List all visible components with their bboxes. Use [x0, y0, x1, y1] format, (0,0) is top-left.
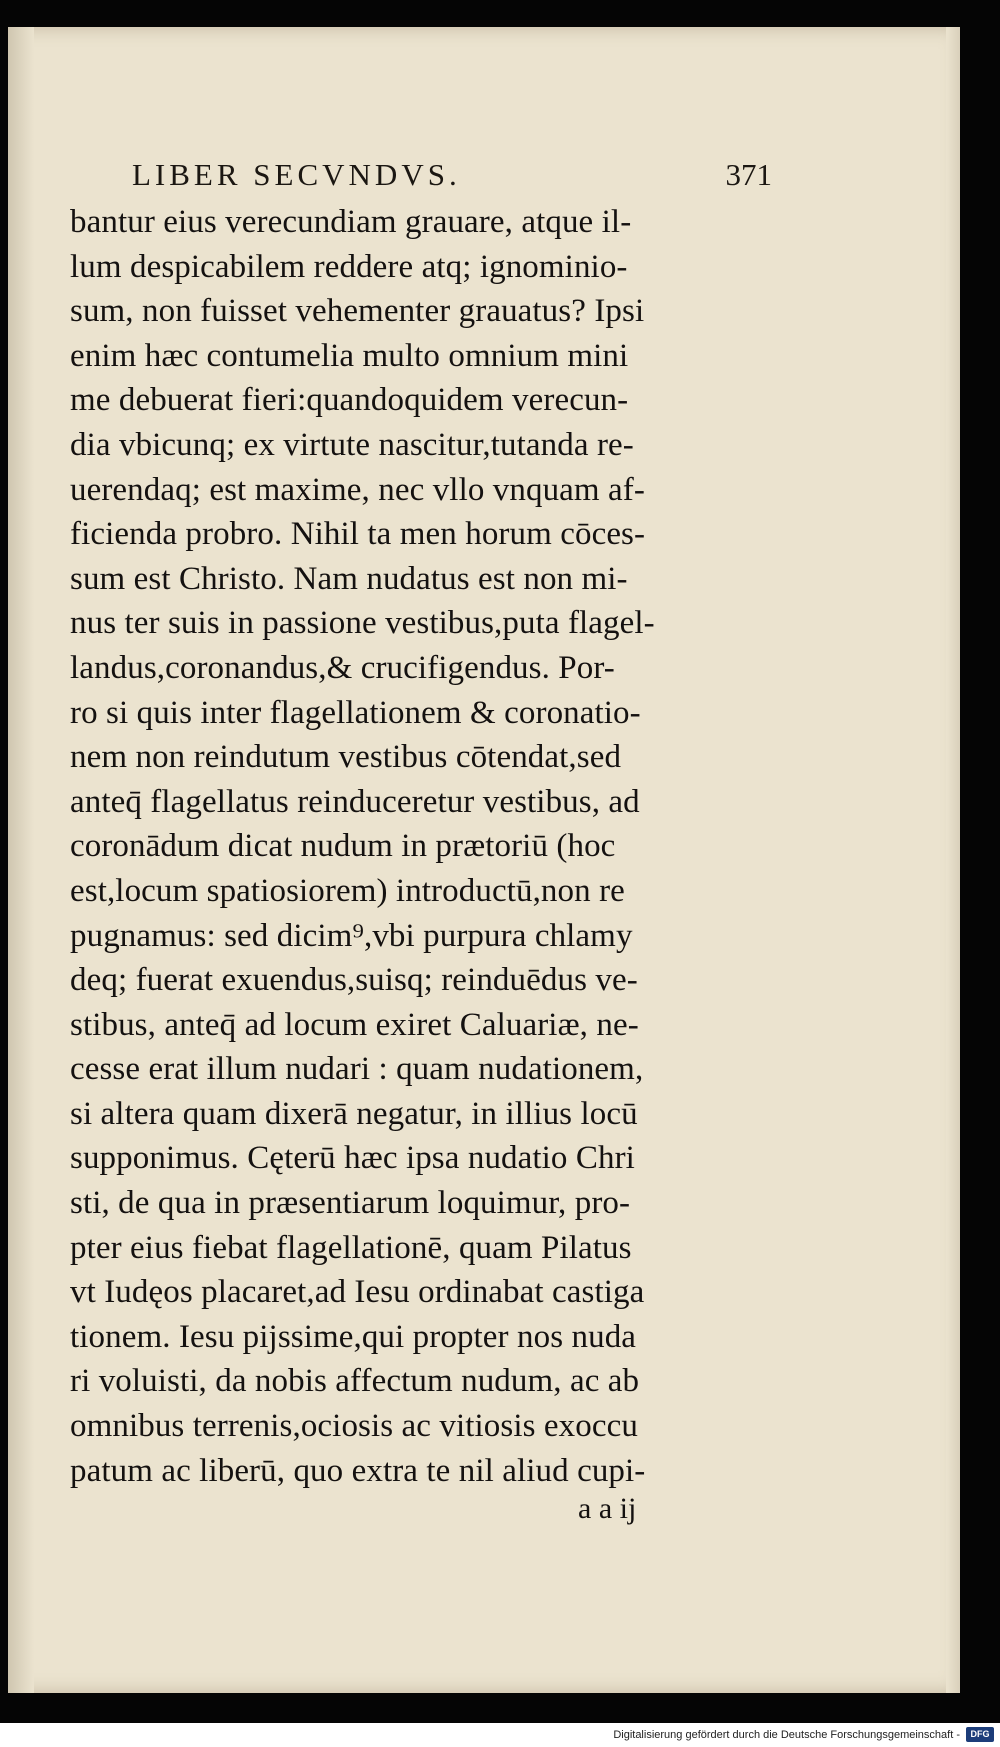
text-line: omnibus terrenis,ociosis ac vitiosis exoccu: [70, 1408, 638, 1445]
signature-mark: a a ij: [578, 1492, 637, 1525]
text-line: uerendaq; est maxime, nec vllo vnquam af-: [70, 471, 645, 508]
text-line: me debuerat fieri:quandoquidem verecun-: [70, 382, 629, 419]
text-line: vt Iudęos placaret,ad Iesu ordinabat castiga: [70, 1274, 645, 1311]
text-line: coronādum dicat nudum in prætoriū (hoc: [70, 828, 616, 865]
text-line: pugnamus: sed dicim⁹,vbi purpura chlamy: [70, 917, 633, 954]
text-line: lum despicabilem reddere atq; ignominio-: [70, 248, 628, 285]
text-line: supponimus. Cęterū hæc ipsa nudatio Chri: [70, 1140, 635, 1177]
text-line: cesse erat illum nudari : quam nudationem,: [70, 1051, 644, 1088]
text-line: pter eius fiebat flagellationē, quam Pilatus: [70, 1229, 632, 1266]
text-line: ro si quis inter flagellationem & coronatio-: [70, 694, 641, 731]
text-line: sum, non fuisset vehementer grauatus? Ipsi: [70, 293, 645, 330]
text-line: nem non reindutum vestibus cōtendat,sed: [70, 739, 622, 776]
text-line: nus ter suis in passione vestibus,puta flagel-: [70, 605, 655, 642]
text-line: ficienda probro. Nihil ta men horum cōces-: [70, 516, 646, 553]
page-number: 371: [725, 157, 772, 192]
text-line: tionem. Iesu pijssime,qui propter nos nuda: [70, 1318, 637, 1355]
text-line: sti, de qua in præsentiarum loquimur, pro-: [70, 1185, 631, 1222]
text-line: est,locum spatiosiorem) introductū,non re: [70, 872, 625, 909]
text-line: anteq̄ flagellatus reinduceretur vestibus, ad: [70, 783, 640, 820]
text-line: dia vbicunq; ex virtute nascitur,tutanda re-: [70, 426, 634, 463]
text-line: si altera quam dixerā negatur, in illius locū: [70, 1095, 638, 1132]
running-head: [132, 155, 772, 195]
footer-bar: [0, 1723, 1000, 1747]
text-line: ri voluisti, da nobis affectum nudum, ac ab: [70, 1363, 640, 1400]
page-gutter-shadow: [8, 27, 34, 1693]
dfg-logo-icon: [966, 1727, 994, 1742]
text-line: landus,coronandus,& crucifigendus. Por-: [70, 649, 615, 686]
body-text: [70, 200, 790, 1493]
text-line: patum ac liberū, quo extra te nil aliud cupi-: [70, 1452, 646, 1489]
running-title: LIBER SECVNDVS.: [132, 157, 461, 192]
funding-credit: Digitalisierung gefördert durch die Deutsche Forschungsgemeinschaft -: [613, 1729, 960, 1741]
text-line: bantur eius verecundiam grauare, atque il-: [70, 204, 632, 240]
book-page: [8, 27, 960, 1693]
text-line: deq; fuerat exuendus,suisq; reinduēdus ve-: [70, 962, 638, 999]
dfg-logo-text: DFG: [970, 1729, 990, 1739]
text-line: sum est Christo. Nam nudatus est non mi-: [70, 560, 628, 597]
text-line: stibus, anteq̄ ad locum exiret Caluariæ, ne-: [70, 1006, 639, 1043]
page-edge-shadow: [946, 27, 960, 1693]
text-line: enim hæc contumelia multo omnium mini: [70, 337, 629, 374]
